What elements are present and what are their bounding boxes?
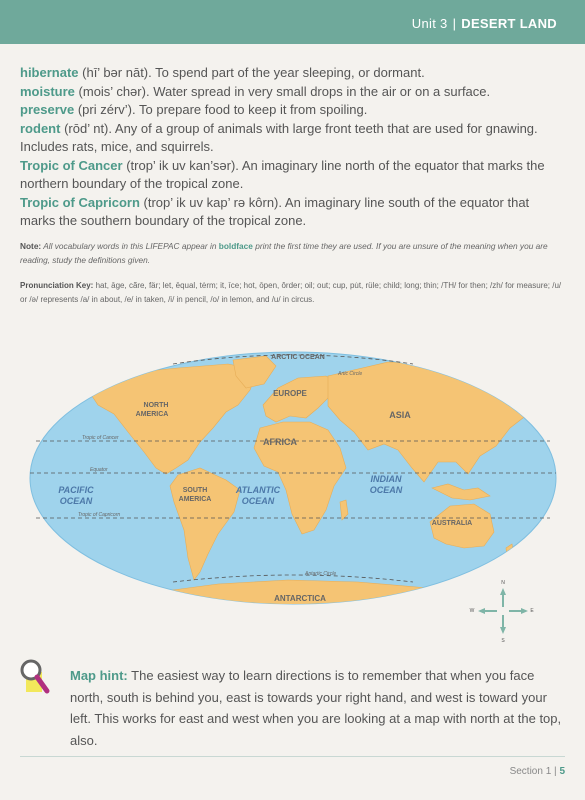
pronunciation-key-text: hat, āge, cãre, fär; let, ēqual, tėrm; it, īce; hot, ōpen, ôrder; oil; out; cup, pu̇t, rüle; child; long; thin; /TH/ for then; /zh/ for measure; /u/ or /ə/ represents /a/ in about, /e/ in taken, /i/ in pencil, /o/ in lemon, and /u/ in circus. (20, 281, 562, 304)
page-footer (510, 766, 565, 777)
pronunciation-key (20, 279, 570, 307)
vocab-pronunciation: (rōd’ nt). (64, 120, 112, 136)
vocab-definition: An imaginary line south of the equator that marks the southern boundary of the tropical zone. (20, 194, 530, 228)
page-number: 5 (559, 766, 565, 777)
vocab-definition: Any of a group of animals with large front teeth that are used for gnawing. Includes rats, mice, and squirrels. (20, 120, 538, 154)
africa-label: AFRICA (263, 437, 297, 447)
vocab-definition: To spend part of the year sleeping, or dormant. (155, 65, 425, 80)
compass-south-arrow (500, 615, 506, 634)
compass-east-arrow (509, 608, 528, 614)
map-hint-label: Map hint: (70, 668, 128, 683)
compass-arrows (478, 588, 528, 634)
note-text-after: print the first time they are used. If you are unsure of the meaning when you are reading, study the definitions given. (20, 241, 548, 265)
vocab-pronunciation: (trop’ ik uv kan’sər). (126, 157, 239, 173)
arctic-circle-label: Artic Circle (338, 371, 363, 377)
note-text-before: All vocabulary words in this LIFEPAC appear in (43, 241, 217, 251)
compass-north-arrow (500, 588, 506, 607)
vocab-entry (20, 157, 565, 194)
vocabulary-list (20, 64, 565, 231)
europe-label: EUROPE (273, 389, 307, 398)
compass-east-label: E (530, 608, 534, 614)
vocab-definition: An imaginary line north of the equator that marks the northern boundary of the tropical zone. (20, 157, 545, 191)
vocab-entry (20, 120, 565, 157)
tropic-of-capricorn-label: Tropic of Capricorn (78, 512, 121, 518)
footer-section: Section 1 (509, 766, 552, 777)
vocab-definition: Water spread in very small drops in the air or on a surface. (153, 83, 491, 99)
pacific-ocean-label-line-2: OCEAN (59, 496, 93, 506)
vocab-pronunciation: (mois’ chər). (78, 83, 150, 99)
vocab-entry (20, 83, 565, 102)
note-boldface-word: boldface (218, 241, 253, 251)
vocab-entry (20, 64, 565, 83)
compass-west-label: W (469, 608, 475, 614)
compass-rose (468, 578, 538, 644)
vocab-pronunciation: (pri zérv’). (77, 102, 136, 117)
atlantic-ocean-label-line-1: ATLANTIC (235, 485, 281, 495)
header-separator: | (452, 16, 457, 31)
unit-name: DESERT LAND (461, 16, 557, 31)
pacific-ocean-label-line-1: PACIFIC (58, 485, 94, 495)
atlantic-ocean-label-line-2: OCEAN (241, 496, 275, 506)
vocab-term: moisture (20, 83, 75, 99)
world-map (28, 350, 558, 608)
vocab-pronunciation: (hī’ bər nāt). (82, 65, 152, 80)
indian-ocean-label (370, 474, 403, 495)
tropic-of-cancer-label: Tropic of Cancer (82, 435, 119, 441)
vocab-term: preserve (20, 102, 75, 117)
asia-label: ASIA (389, 410, 411, 420)
vocab-term: rodent (20, 120, 61, 136)
unit-title (412, 16, 557, 31)
footer-separator: | (554, 766, 557, 777)
unit-number: Unit 3 (411, 16, 448, 31)
map-hint (70, 665, 570, 751)
south-america-label-line-1: SOUTH (182, 487, 208, 494)
vocab-term: Tropic of Cancer (20, 157, 123, 173)
vocabulary-note (20, 239, 565, 267)
pronunciation-key-label: Pronunciation Key: (20, 281, 94, 290)
note-label: Note: (20, 241, 42, 251)
vocab-entry (20, 101, 565, 120)
map-hint-text: The easiest way to learn directions is to remember that when you face north, south is behind you, east is towards your right hand, and west is toward your left. This works for east and west when you are looking at a map with north at the top, also. (70, 668, 562, 748)
magnifying-glass-icon (18, 658, 58, 708)
pacific-ocean-label (58, 485, 94, 506)
vocab-pronunciation: (trop’ ik uv kap’ rə kôrn). (143, 194, 282, 210)
compass-north-label: N (501, 580, 505, 586)
antarctic-circle-label: Antartic Circle (305, 571, 337, 577)
north-america-label-line-2: AMERICA (135, 411, 169, 418)
arctic-ocean-label: ARCTIC OCEAN (271, 354, 325, 361)
atlantic-ocean-label (235, 485, 281, 506)
indian-ocean-label-line-2: OCEAN (369, 485, 403, 495)
south-america-label-line-2: AMERICA (178, 496, 212, 503)
compass-west-arrow (478, 608, 497, 614)
unit-header-bar (0, 0, 585, 44)
equator-label: Equator (90, 467, 108, 473)
antarctica-label: ANTARCTICA (274, 594, 326, 603)
vocab-definition: To prepare food to keep it from spoiling. (139, 102, 368, 117)
footer-divider (20, 756, 565, 757)
north-america-label-line-1: NORTH (143, 402, 169, 409)
compass-south-label: S (501, 638, 505, 644)
australia-label: AUSTRALIA (431, 520, 473, 527)
vocab-term: hibernate (20, 65, 79, 80)
vocab-entry (20, 194, 565, 231)
vocab-term: Tropic of Capricorn (20, 194, 140, 210)
indian-ocean-label-line-1: INDIAN (370, 474, 402, 484)
